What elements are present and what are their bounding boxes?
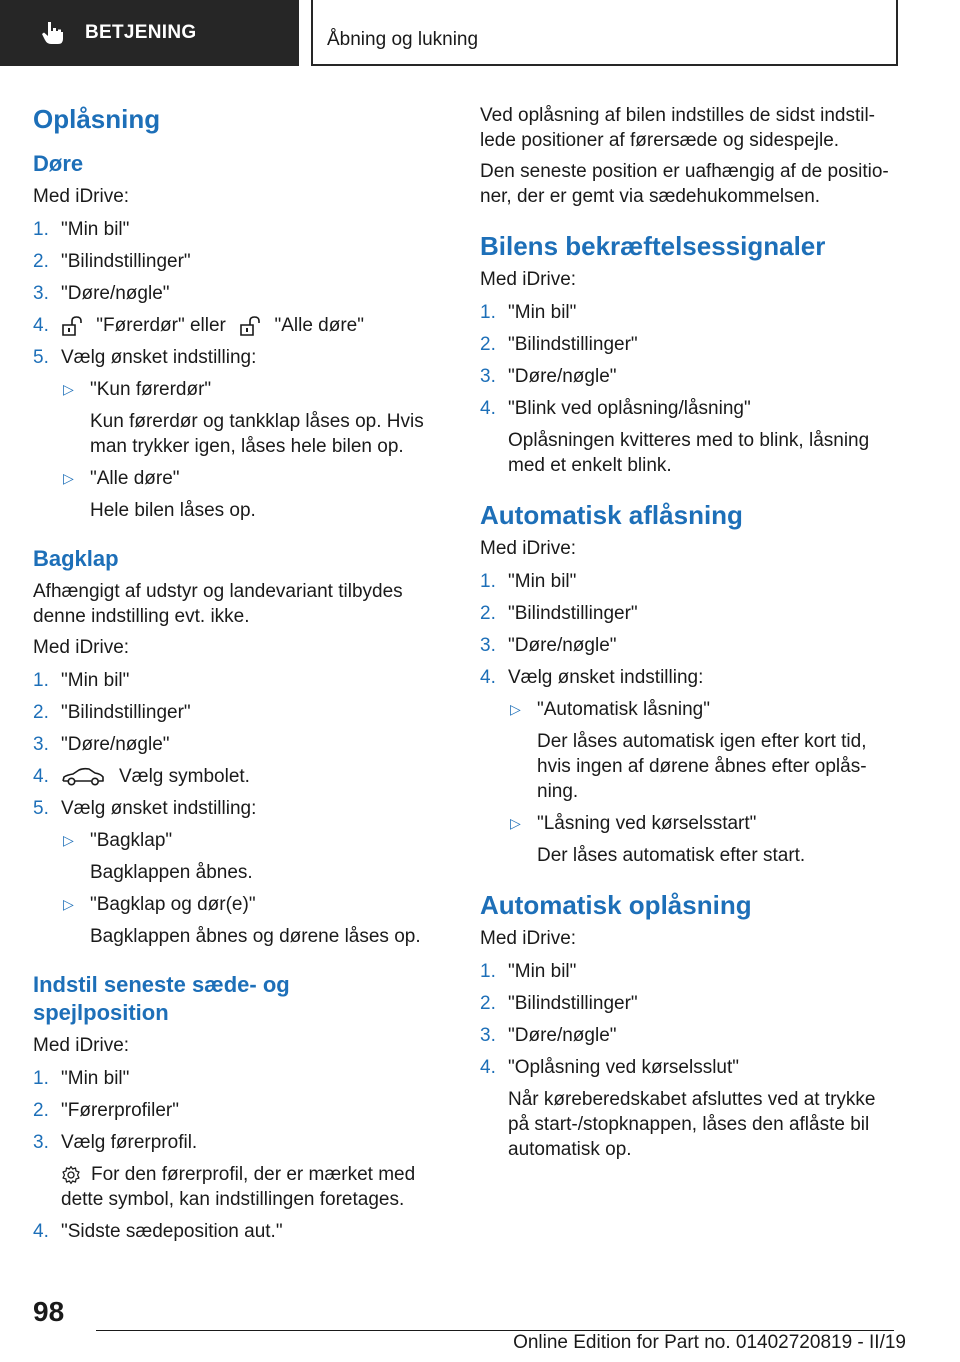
seat-intro-p2: Den seneste position er uafhængig af de positio-ner, der er gemt via sædehukommelsen. — [480, 161, 889, 207]
list-item: 2. "Bilindstillinger" — [480, 603, 638, 624]
option-item: ▷ "Låsning ved kørselsstart" Der låses automatisk efter start. — [510, 813, 806, 866]
list-item: 5. Vælg ønsket indstilling: ▷ "Bagklap" Bagklappen åbnes. ▷ "Bagklap og dør(e)" Bagklappen åbnes og dørene låses op. — [33, 796, 433, 949]
list-item: 4. "Sidste sædeposition aut." — [33, 1221, 283, 1242]
seat-intro: Med iDrive: — [33, 1035, 130, 1056]
triangle-bullet-icon: ▷ — [63, 896, 74, 912]
confirm-intro: Med iDrive: — [480, 269, 577, 290]
doors-steps — [33, 217, 433, 523]
list-item: 2. "Bilindstillinger" — [480, 993, 638, 1014]
doors-options — [61, 377, 433, 523]
heading-auto-lock: Automatisk aflåsning — [480, 500, 743, 530]
unlock-all-doors-icon — [239, 315, 263, 337]
list-item: 4. "Oplåsning ved kørselsslut" Når køreberedskabet afsluttes ved at trykke på start-/stopknappen, låses den aflåste bil automatisk op. — [480, 1055, 900, 1162]
autounlock-intro: Med iDrive: — [480, 928, 577, 949]
gear-icon — [61, 1165, 81, 1185]
tailgate-steps — [33, 668, 433, 949]
list-item: 3. "Døre/nøgle" — [480, 1025, 617, 1046]
heading-confirm-signals: Bilens bekræftelsessignaler — [480, 231, 826, 261]
list-item: 1. "Min bil" — [33, 670, 130, 691]
seat-step3-note: For den førerprofil, der er mærket med dette symbol, kan indstillingen foretages. — [61, 1164, 416, 1210]
list-item: 2. "Bilindstillinger" — [33, 702, 191, 723]
chapter-title: Åbning og lukning — [327, 29, 479, 50]
list-item: 1. "Min bil" — [480, 961, 577, 982]
list-item: 1. "Min bil" — [480, 571, 577, 592]
list-item: 3. "Døre/nøgle" — [33, 734, 170, 755]
tailgate-note: Afhængigt af udstyr og landevariant tilbydes denne indstilling evt. ikke. — [33, 581, 403, 627]
heading-doors: Døre — [33, 151, 84, 176]
heading-tailgate: Bagklap — [33, 546, 119, 571]
heading-auto-unlock: Automatisk oplåsning — [480, 890, 752, 920]
seat-steps — [33, 1066, 433, 1244]
confirm-steps — [480, 300, 900, 478]
list-item: 1. "Min bil" — [480, 302, 577, 323]
list-item: 3. "Døre/nøgle" — [480, 366, 617, 387]
page-title: Oplåsning — [33, 104, 161, 134]
list-item: 5. Vælg ønsket indstilling: ▷ "Kun førerdør" Kun førerdør og tankklap låses op. Hvis man trykker igen, låses hele bilen op. ▷ "Alle døre" Hele bilen låses op. — [33, 345, 433, 523]
list-item: 2. "Bilindstillinger" — [33, 251, 191, 272]
list-item: 4. "Blink ved oplåsning/låsning" Oplåsningen kvitteres med to blink, låsning med et enkelt blink. — [480, 396, 900, 478]
list-item: 3. Vælg førerprofil. For den førerprofil, der er mærket med dette symbol, kan indstillingen foretages. — [33, 1132, 416, 1210]
list-item: 2. "Bilindstillinger" — [480, 334, 638, 355]
chapter-tab — [311, 0, 898, 66]
autolock-options — [508, 697, 900, 868]
autounlock-step4-note: Når køreberedskabet afsluttes ved at trykke på start-/stopknappen, låses den aflåste bil automatisk op. — [508, 1089, 876, 1160]
tailgate-intro: Med iDrive: — [33, 637, 130, 658]
list-item: 2. "Førerprofiler" — [33, 1100, 179, 1121]
seat-intro-p1: Ved oplåsning af bilen indstilles de sidst indstil-lede positioner af førersæde og sidespejle. — [480, 105, 876, 151]
page-number: 98 — [33, 1296, 65, 1327]
list-item: 1. "Min bil" — [33, 219, 130, 240]
triangle-bullet-icon: ▷ — [510, 815, 521, 831]
car-silhouette-icon — [61, 767, 105, 787]
autounlock-steps — [480, 959, 900, 1162]
confirm-step4-note: Oplåsningen kvitteres med to blink, låsning med et enkelt blink. — [508, 430, 870, 476]
option-item: ▷ "Alle døre" Hele bilen låses op. — [63, 468, 256, 521]
list-item: 3. "Døre/nøgle" — [33, 283, 170, 304]
list-item: 4. Vælg ønsket indstilling: ▷ "Automatisk låsning" Der låses automatisk igen efter kort tid, hvis ingen af dørene åbnes efter oplås-ning. ▷ "Låsning ved kørselsstart" Der låses automatisk efter start. — [480, 665, 900, 868]
section-tab — [0, 0, 299, 66]
option-item: ▷ "Automatisk låsning" Der låses automatisk igen efter kort tid, hvis ingen af dørene åbnes efter oplås-ning. — [510, 699, 867, 802]
triangle-bullet-icon: ▷ — [63, 381, 74, 397]
list-item: 1. "Min bil" — [33, 1068, 130, 1089]
footer-divider — [96, 1330, 894, 1331]
option-item: ▷ "Kun førerdør" Kun førerdør og tankklap låses op. Hvis man trykker igen, låses hele bilen op. — [63, 379, 424, 457]
option-item: ▷ "Bagklap og dør(e)" Bagklappen åbnes og dørene låses op. — [63, 894, 421, 947]
list-item: 4. Vælg symbolet. — [33, 766, 250, 787]
tailgate-options — [61, 828, 433, 949]
autolock-intro: Med iDrive: — [480, 538, 577, 559]
footer-edition: Online Edition for Part no. 01402720819 - II/19 — [513, 1332, 906, 1353]
left-column — [33, 96, 433, 1251]
heading-seat-mirror: Indstil seneste sæde- og spejlposition — [33, 972, 290, 1025]
list-item: 3. "Døre/nøgle" — [480, 635, 617, 656]
triangle-bullet-icon: ▷ — [510, 701, 521, 717]
list-item: 4. "Førerdør" eller "Alle døre" — [33, 315, 364, 336]
section-title: BETJENING — [85, 22, 197, 43]
triangle-bullet-icon: ▷ — [63, 470, 74, 486]
option-item: ▷ "Bagklap" Bagklappen åbnes. — [63, 830, 253, 883]
unlock-driver-door-icon — [61, 315, 85, 337]
autolock-steps — [480, 569, 900, 868]
hand-pointing-icon — [40, 20, 66, 46]
doors-intro: Med iDrive: — [33, 186, 130, 207]
triangle-bullet-icon: ▷ — [63, 832, 74, 848]
right-column — [480, 96, 900, 1169]
